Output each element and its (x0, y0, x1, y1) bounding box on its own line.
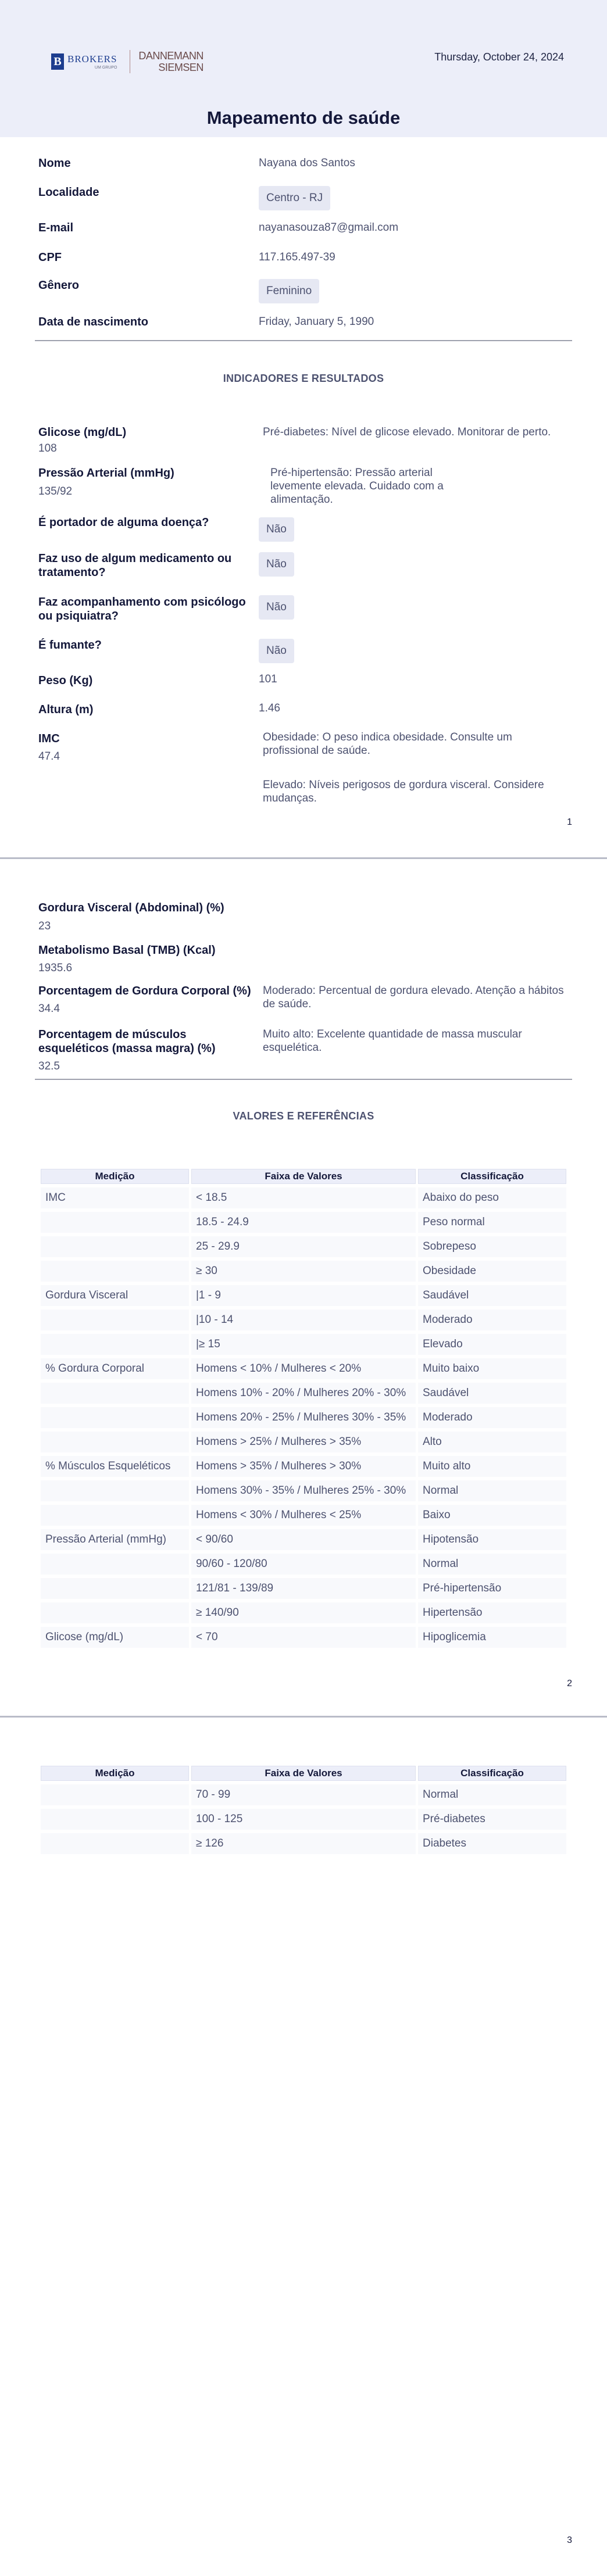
table-row (41, 1334, 566, 1355)
nascimento-value: Friday, January 5, 1990 (259, 316, 374, 328)
cell-classificacao: Saudável (418, 1285, 566, 1306)
table-row (41, 1236, 566, 1257)
col-header-faixa: Faixa de Valores (191, 1766, 416, 1781)
table-row (41, 1833, 566, 1854)
cell-faixa: Homens > 25% / Mulheres > 35% (191, 1432, 416, 1452)
table-row (41, 1505, 566, 1526)
cell-medicao: % Gordura Corporal (41, 1358, 189, 1379)
table-header-row (41, 1169, 566, 1184)
pressao-label: Pressão Arterial (mmHg) (38, 467, 174, 480)
cell-classificacao: Normal (418, 1554, 566, 1575)
cell-medicao (41, 1554, 189, 1575)
brokers-logo-mark-icon: B (51, 53, 64, 70)
table-row (41, 1554, 566, 1575)
table-row (41, 1456, 566, 1477)
cell-classificacao: Peso normal (418, 1212, 566, 1233)
table-row (41, 1285, 566, 1306)
musculo-value: 32.5 (38, 1060, 60, 1072)
cell-faixa: ≥ 140/90 (191, 1602, 416, 1623)
page-title: Mapeamento de saúde (206, 108, 401, 128)
doenca-label: É portador de alguma doença? (38, 516, 209, 529)
cell-faixa: |10 - 14 (191, 1310, 416, 1330)
cell-medicao (41, 1480, 189, 1501)
visceral-value: 23 (38, 920, 51, 932)
imc-label: IMC (38, 732, 60, 745)
cell-classificacao: Saudável (418, 1383, 566, 1404)
fumante-chip: Não (259, 639, 294, 663)
cell-medicao: Pressão Arterial (mmHg) (41, 1529, 189, 1550)
doenca-chip: Não (259, 517, 294, 542)
cell-classificacao: Normal (418, 1784, 566, 1805)
cell-faixa: 90/60 - 120/80 (191, 1554, 416, 1575)
peso-value: 101 (259, 673, 277, 685)
cell-medicao (41, 1236, 189, 1257)
cell-classificacao: Alto (418, 1432, 566, 1452)
cell-faixa: 100 - 125 (191, 1809, 416, 1830)
gordura-note: Moderado: Percentual de gordura elevado. Atenção a hábitos de saúde. (263, 985, 564, 1010)
cell-medicao (41, 1784, 189, 1805)
table-row (41, 1310, 566, 1330)
table-header-row (41, 1766, 566, 1781)
cpf-label: CPF (38, 251, 62, 264)
cell-faixa: 121/81 - 139/89 (191, 1578, 416, 1599)
col-header-medicao: Medição (41, 1766, 189, 1781)
cell-medicao (41, 1261, 189, 1282)
glicose-value: 108 (38, 442, 57, 455)
cell-medicao (41, 1578, 189, 1599)
cell-classificacao: Moderado (418, 1407, 566, 1428)
localidade-label: Localidade (38, 186, 99, 199)
nome-label: Nome (38, 157, 71, 170)
cell-faixa: Homens 10% - 20% / Mulheres 20% - 30% (191, 1383, 416, 1404)
col-header-classificacao: Classificação (418, 1169, 566, 1184)
dannemann-logo-line-1: DANNEMANN (138, 50, 203, 62)
cell-faixa: 70 - 99 (191, 1784, 416, 1805)
cell-medicao: Glicose (mg/dL) (41, 1627, 189, 1648)
tmb-value: 1935.6 (38, 962, 73, 974)
cell-classificacao: Hipertensão (418, 1602, 566, 1623)
medicamento-label: Faz uso de algum medicamento ou tratamento? (38, 552, 232, 579)
table-row (41, 1187, 566, 1208)
nome-value: Nayana dos Santos (259, 157, 355, 169)
cell-medicao (41, 1310, 189, 1330)
cell-faixa: |≥ 15 (191, 1334, 416, 1355)
cell-medicao (41, 1833, 189, 1854)
glicose-label: Glicose (mg/dL) (38, 426, 127, 439)
altura-label: Altura (m) (38, 703, 94, 716)
cell-medicao (41, 1809, 189, 1830)
divider (35, 340, 572, 341)
pressao-note: Pré-hipertensão: Pressão arterial levemente elevada. Cuidado com a alimentação. (270, 467, 444, 506)
cell-medicao (41, 1383, 189, 1404)
imc-note: Obesidade: O peso indica obesidade. Consulte um profissional de saúde. (263, 731, 512, 757)
cell-medicao (41, 1432, 189, 1452)
cell-classificacao: Normal (418, 1480, 566, 1501)
email-value: nayanasouza87@gmail.com (259, 221, 399, 234)
table-row (41, 1578, 566, 1599)
cell-classificacao: Hipoglicemia (418, 1627, 566, 1648)
page-3 (0, 1718, 607, 2576)
musculo-note: Muito alto: Excelente quantidade de massa muscular esquelética. (263, 1028, 522, 1054)
cell-medicao (41, 1212, 189, 1233)
glicose-note: Pré-diabetes: Nível de glicose elevado. Monitorar de perto. (263, 426, 551, 438)
references-section-title: VALORES E REFERÊNCIAS (233, 1110, 374, 1122)
cell-medicao: % Músculos Esqueléticos (41, 1456, 189, 1477)
table-row (41, 1627, 566, 1648)
table-row (41, 1212, 566, 1233)
cell-medicao (41, 1334, 189, 1355)
col-header-classificacao: Classificação (418, 1766, 566, 1781)
table-row (41, 1261, 566, 1282)
dannemann-siemsen-logo (138, 51, 203, 73)
cell-classificacao: Obesidade (418, 1261, 566, 1282)
logos (51, 50, 203, 73)
cell-classificacao: Sobrepeso (418, 1236, 566, 1257)
cell-classificacao: Diabetes (418, 1833, 566, 1854)
indicators-section-title: INDICADORES E RESULTADOS (223, 373, 384, 384)
cell-classificacao: Moderado (418, 1310, 566, 1330)
visceral-label: Gordura Visceral (Abdominal) (%) (38, 901, 224, 914)
pressao-value: 135/92 (38, 485, 73, 498)
visceral-note: Elevado: Níveis perigosos de gordura visceral. Considere mudanças. (263, 779, 544, 804)
fumante-label: É fumante? (38, 639, 102, 652)
table-row (41, 1407, 566, 1428)
dannemann-logo-line-2: SIEMSEN (158, 62, 203, 73)
divider (35, 1079, 572, 1080)
report-date: Thursday, October 24, 2024 (434, 51, 564, 63)
col-header-medicao: Medição (41, 1169, 189, 1184)
tmb-label: Metabolismo Basal (TMB) (Kcal) (38, 944, 216, 957)
cpf-value: 117.165.497-39 (259, 251, 335, 263)
cell-classificacao: Muito baixo (418, 1358, 566, 1379)
cell-faixa: Homens < 30% / Mulheres < 25% (191, 1505, 416, 1526)
cell-faixa: Homens 30% - 35% / Mulheres 25% - 30% (191, 1480, 416, 1501)
cell-faixa: < 90/60 (191, 1529, 416, 1550)
cell-classificacao: Pré-diabetes (418, 1809, 566, 1830)
page-number: 1 (567, 817, 572, 827)
cell-faixa: Homens 20% - 25% / Mulheres 30% - 35% (191, 1407, 416, 1428)
table-row (41, 1784, 566, 1805)
cell-faixa: |1 - 9 (191, 1285, 416, 1306)
table-row (41, 1602, 566, 1623)
report-header (0, 0, 607, 137)
cell-faixa: 25 - 29.9 (191, 1236, 416, 1257)
reference-table-continued (38, 1762, 569, 1858)
altura-value: 1.46 (259, 702, 280, 714)
reference-table (38, 1165, 569, 1651)
page-1 (0, 0, 607, 857)
cell-medicao (41, 1602, 189, 1623)
cell-classificacao: Muito alto (418, 1456, 566, 1477)
col-header-faixa: Faixa de Valores (191, 1169, 416, 1184)
cell-faixa: ≥ 126 (191, 1833, 416, 1854)
cell-faixa: < 18.5 (191, 1187, 416, 1208)
table-row (41, 1432, 566, 1452)
cell-classificacao: Hipotensão (418, 1529, 566, 1550)
brokers-logo-name: BROKERS (67, 53, 117, 65)
localidade-chip: Centro - RJ (259, 186, 330, 210)
cell-faixa: 18.5 - 24.9 (191, 1212, 416, 1233)
cell-medicao: IMC (41, 1187, 189, 1208)
genero-chip: Feminino (259, 279, 319, 303)
nascimento-label: Data de nascimento (38, 316, 148, 328)
cell-faixa: < 70 (191, 1627, 416, 1648)
gordura-value: 34.4 (38, 1003, 60, 1015)
cell-medicao (41, 1505, 189, 1526)
cell-medicao (41, 1407, 189, 1428)
cell-faixa: Homens > 35% / Mulheres > 30% (191, 1456, 416, 1477)
table-row (41, 1809, 566, 1830)
cell-faixa: ≥ 30 (191, 1261, 416, 1282)
psicologo-label: Faz acompanhamento com psicólogo ou psiquiatra? (38, 596, 246, 622)
musculo-label: Porcentagem de músculos esqueléticos (massa magra) (%) (38, 1028, 216, 1055)
table-row (41, 1358, 566, 1379)
cell-classificacao: Elevado (418, 1334, 566, 1355)
medicamento-chip: Não (259, 552, 294, 577)
cell-classificacao: Baixo (418, 1505, 566, 1526)
peso-label: Peso (Kg) (38, 674, 93, 687)
page-number: 2 (567, 1679, 572, 1688)
cell-medicao: Gordura Visceral (41, 1285, 189, 1306)
brokers-logo (51, 53, 117, 70)
page-2 (0, 859, 607, 1716)
cell-faixa: Homens < 10% / Mulheres < 20% (191, 1358, 416, 1379)
imc-value: 47.4 (38, 750, 60, 763)
page-number: 3 (567, 2535, 572, 2545)
brokers-logo-sub: UM GRUPO (94, 65, 117, 70)
table-row (41, 1383, 566, 1404)
gordura-label: Porcentagem de Gordura Corporal (%) (38, 985, 251, 997)
cell-classificacao: Abaixo do peso (418, 1187, 566, 1208)
table-row (41, 1480, 566, 1501)
email-label: E-mail (38, 221, 74, 234)
genero-label: Gênero (38, 279, 80, 292)
cell-classificacao: Pré-hipertensão (418, 1578, 566, 1599)
psicologo-chip: Não (259, 595, 294, 620)
table-row (41, 1529, 566, 1550)
